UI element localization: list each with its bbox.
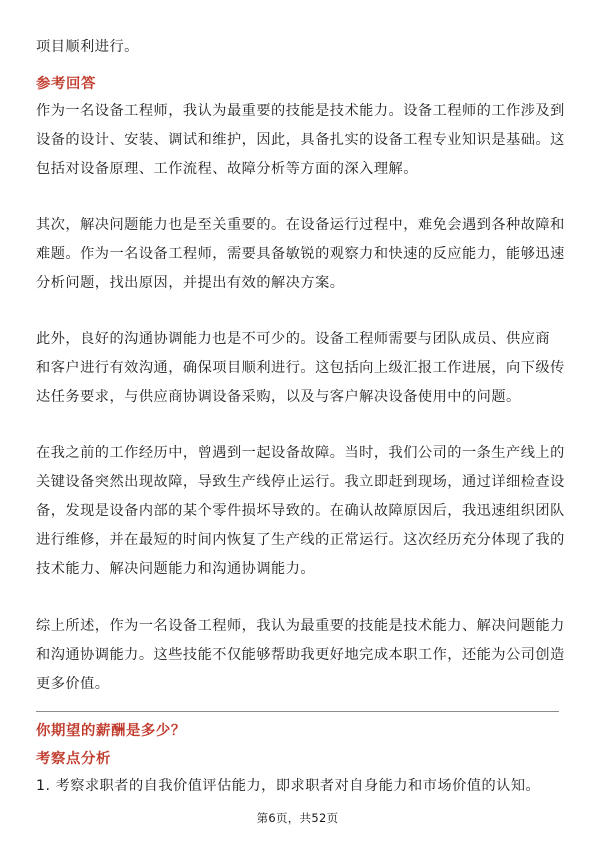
answer-p1-line: 包括对设备原理、工作流程、故障分析等方面的深入理解。 xyxy=(36,161,418,177)
page-number: 第6页，共52页 xyxy=(256,811,339,825)
answer-p5-line: 综上所述，作为一名设备工程师，我认为最重要的技能是技术能力、解决问题能力 xyxy=(36,618,565,634)
answer-p4-line: 关键设备突然出现故障，导致生产线停止运行。我立即赶到现场，通过详细检查设 xyxy=(36,474,565,490)
answer-p2-line: 难题。作为一名设备工程师，需要具备敏锐的观察力和快速的反应能力，能够迅速 xyxy=(36,246,565,262)
analysis-heading: 考察点分析 xyxy=(36,751,111,767)
answer-p3-line: 此外，良好的沟通协调能力也是不可少的。设备工程师需要与团队成员、供应商 xyxy=(36,331,551,347)
section-divider xyxy=(36,711,559,712)
reference-answer-heading: 参考回答 xyxy=(36,76,96,92)
answer-p2-line: 其次，解决问题能力也是至关重要的。在设备运行过程中，难免会遇到各种故障和 xyxy=(36,217,565,233)
answer-p1-line: 设备的设计、安装、调试和维护，因此，具备扎实的设备工程专业知识是基础。这 xyxy=(36,132,565,148)
answer-p4-line: 备，发现是设备内部的某个零件损坏导致的。在确认故障原因后，我迅速组织团队 xyxy=(36,503,565,519)
analysis-item: 1. 考察求职者的自我价值评估能力，即求职者对自身能力和市场价值的认知。 xyxy=(36,778,541,794)
intro-tail-text: 项目顺利进行。 xyxy=(36,39,139,55)
answer-p3-line: 和客户进行有效沟通，确保项目顺利进行。这包括向上级汇报工作进展，向下级传 xyxy=(36,360,565,376)
answer-p4-line: 在我之前的工作经历中，曾遇到一起设备故障。当时，我们公司的一条生产线上的 xyxy=(36,445,565,461)
answer-p1-line: 作为一名设备工程师，我认为最重要的技能是技术能力。设备工程师的工作涉及到 xyxy=(36,103,565,119)
answer-p3-line: 达任务要求，与供应商协调设备采购，以及与客户解决设备使用中的问题。 xyxy=(36,389,521,405)
answer-p5-line: 更多价值。 xyxy=(36,676,110,692)
answer-p4-line: 进行维修，并在最短的时间内恢复了生产线的正常运行。这次经历充分体现了我的 xyxy=(36,532,565,548)
answer-p2-line: 分析问题，找出原因，并提出有效的解决方案。 xyxy=(36,275,345,291)
answer-p5-line: 和沟通协调能力。这些技能不仅能够帮助我更好地完成本职工作，还能为公司创造 xyxy=(36,647,565,663)
answer-p4-line: 技术能力、解决问题能力和沟通协调能力。 xyxy=(36,561,316,577)
question-title: 你期望的薪酬是多少？ xyxy=(36,723,186,739)
